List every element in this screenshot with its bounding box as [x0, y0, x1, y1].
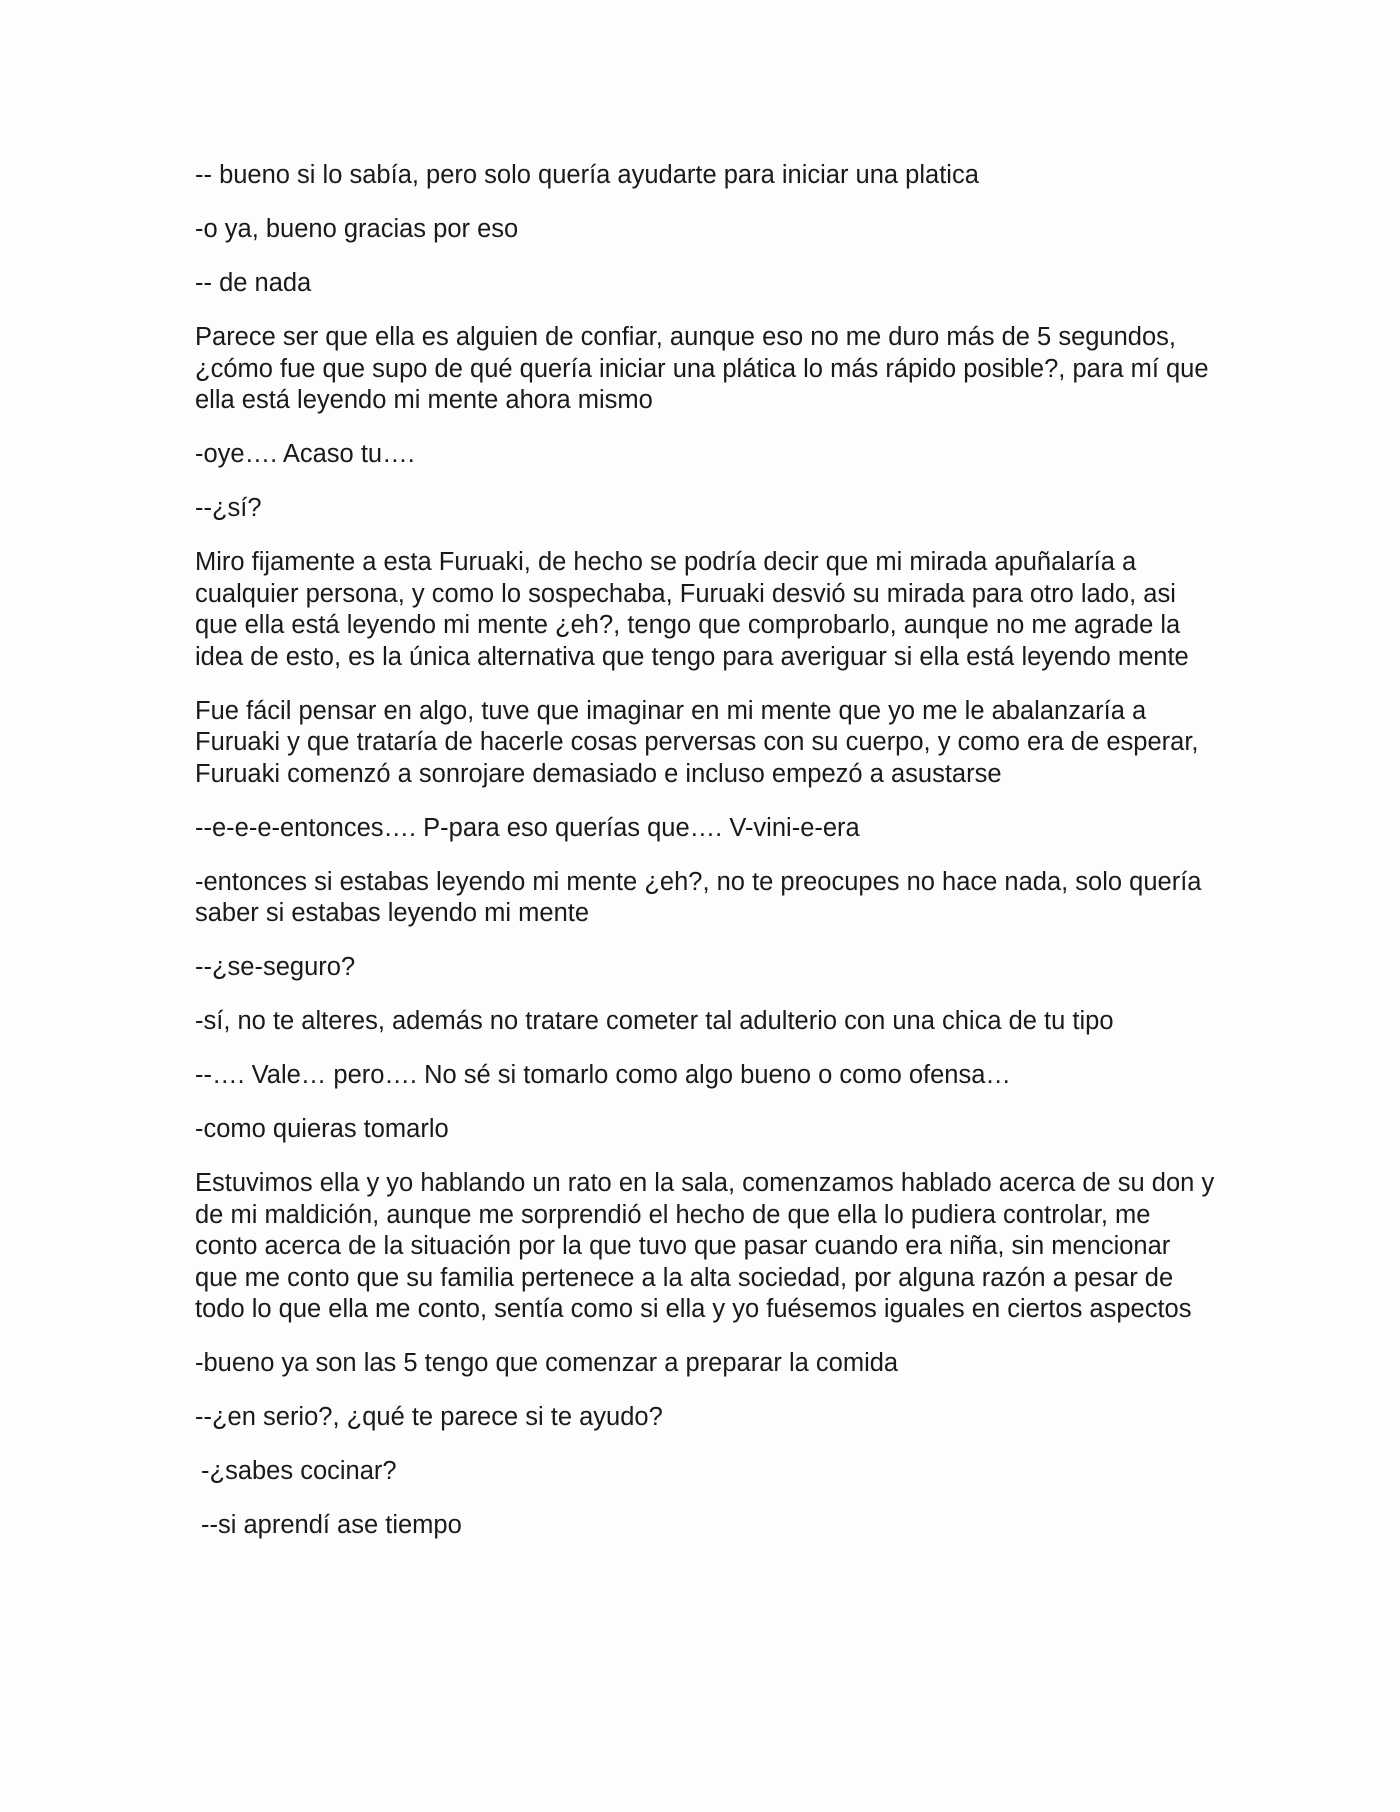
paragraph: -entonces si estabas leyendo mi mente ¿eh?, no te preocupes no hace nada, solo quería saber si estabas leyendo mi mente [195, 867, 1202, 927]
paragraph: --¿sí? [195, 494, 262, 522]
paragraph: Parece ser que ella es alguien de confiar, aunque eso no me duro más de 5 segundos, ¿cómo fue que supo de qué quería iniciar una plática lo más rápido posible?, para mí que ella está leyendo mi mente ahora mismo [195, 323, 1209, 414]
paragraph: -o ya, bueno gracias por eso [195, 215, 519, 243]
paragraph: --¿se-seguro? [195, 953, 356, 981]
paragraph: --si aprendí ase tiempo [201, 1511, 462, 1539]
paragraph: --e-e-e-entonces…. P-para eso querías que…. V-vini-e-era [195, 813, 860, 842]
paragraph: -- bueno si lo sabía, pero solo quería ayudarte para iniciar una platica [195, 161, 979, 189]
paragraph: Fue fácil pensar en algo, tuve que imaginar en mi mente que yo me le abalanzaría a Furuaki y que trataría de hacerle cosas perversas con su cuerpo, y como era de esperar, Furuaki comenzó a sonrojare demasiado e incluso empezó a asustarse [195, 696, 1199, 788]
paragraph: -bueno ya son las 5 tengo que comenzar a preparar la comida [195, 1349, 899, 1377]
paragraph: -sí, no te alteres, además no tratare cometer tal adulterio con una chica de tu tipo [195, 1007, 1114, 1035]
paragraph: -oye…. Acaso tu…. [195, 440, 415, 468]
paragraph: --…. Vale… pero…. No sé si tomarlo como algo bueno o como ofensa… [195, 1061, 1011, 1089]
paragraph: -- de nada [195, 269, 312, 297]
paragraph: -¿sabes cocinar? [201, 1457, 397, 1485]
paragraph: Estuvimos ella y yo hablando un rato en la sala, comenzamos hablado acerca de su don y de mi maldición, aunque me sorprendió el hecho de que ella lo pudiera controlar, me conto acerca de la situación por la que tuvo que pasar cuando era niña, sin mencionar que me conto que su familia pertenece a la alta sociedad, por alguna razón a pesar de todo lo que ella me conto, sentía como si ella y yo fuésemos iguales en ciertos aspectos [195, 1169, 1215, 1323]
paragraph: Miro fijamente a esta Furuaki, de hecho se podría decir que mi mirada apuñalaría a cualquier persona, y como lo sospechaba, Furuaki desvió su mirada para otro lado, asi que ella está leyendo mi mente ¿eh?, tengo que comprobarlo, aunque no me agrade la idea de esto, es la única alternativa que tengo para averiguar si ella está leyendo mente [195, 548, 1189, 671]
document-body [195, 160, 1215, 1564]
paragraph: -como quieras tomarlo [195, 1115, 449, 1143]
paragraph: --¿en serio?, ¿qué te parece si te ayudo? [195, 1403, 663, 1431]
